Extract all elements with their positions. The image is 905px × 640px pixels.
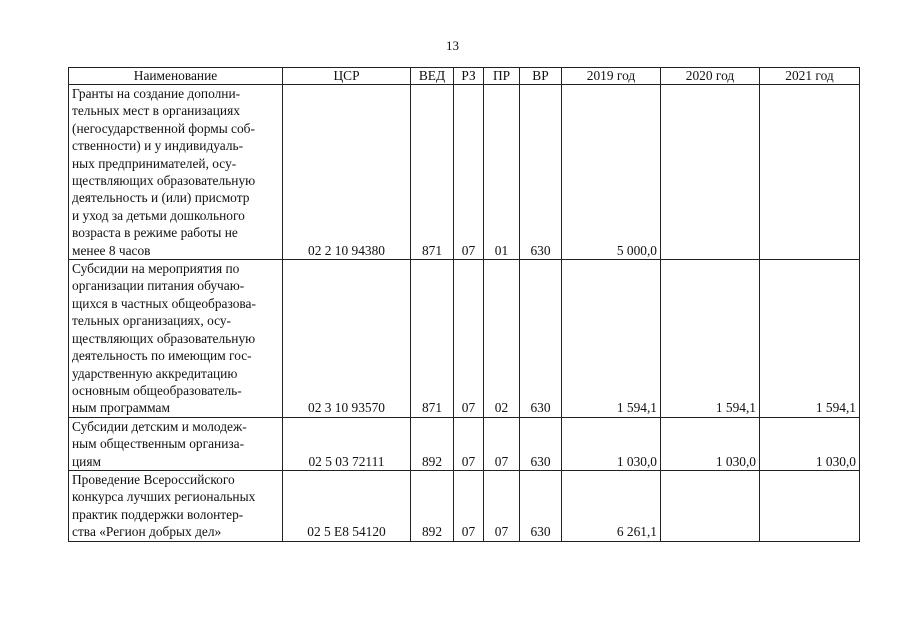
row-name-line: менее 8 часов	[72, 242, 151, 258]
row-y2019-cell: 1 594,1	[562, 260, 661, 418]
page-number: 13	[446, 38, 459, 53]
row-name-line: ществляющих образовательную	[72, 173, 256, 189]
row-name-line: практик поддержки волонтер-	[72, 506, 244, 522]
row-name-line: ществляющих образовательную	[72, 330, 256, 346]
row-y2021-cell	[760, 85, 860, 260]
row-name-line: Субсидии детским и молодеж-	[72, 418, 247, 434]
header-2019: 2019 год	[562, 68, 661, 85]
row-name-line: основным общеобразователь-	[72, 382, 242, 398]
header-ved: ВЕД	[411, 68, 454, 85]
row-name-line: циям	[72, 453, 101, 469]
header-2021: 2021 год	[760, 68, 860, 85]
row-name-line: конкурса лучших региональных	[72, 489, 256, 505]
row-y2020-cell	[661, 85, 760, 260]
row-rz-cell: 07	[454, 85, 484, 260]
row-y2020-cell: 1 030,0	[661, 417, 760, 470]
row-name-cell	[69, 85, 283, 260]
row-y2021-cell: 1 594,1	[760, 260, 860, 418]
row-name-line: щихся в частных общеобразова-	[72, 295, 256, 311]
row-pr-cell: 07	[484, 470, 520, 541]
row-name-line: ным общественным организа-	[72, 436, 245, 452]
table-row	[69, 417, 860, 470]
row-rz-cell: 07	[454, 260, 484, 418]
row-pr-cell: 07	[484, 417, 520, 470]
row-name-line: ственности) и у индивидуаль-	[72, 138, 244, 154]
row-y2021-cell	[760, 470, 860, 541]
budget-table	[68, 67, 860, 542]
row-rz-cell: 07	[454, 417, 484, 470]
row-y2021-cell: 1 030,0	[760, 417, 860, 470]
row-name-line: тельных организациях, осу-	[72, 313, 232, 329]
row-name-line: ства «Регион добрых дел»	[72, 524, 222, 540]
row-vr-cell: 630	[520, 417, 562, 470]
row-y2019-cell: 6 261,1	[562, 470, 661, 541]
row-name-line: деятельность по имеющим гос-	[72, 348, 252, 364]
row-ved-cell: 871	[411, 260, 454, 418]
row-vr-cell: 630	[520, 470, 562, 541]
header-pr: ПР	[484, 68, 520, 85]
row-name-line: Проведение Всероссийского	[72, 471, 235, 487]
row-pr-cell: 02	[484, 260, 520, 418]
header-vr: ВР	[520, 68, 562, 85]
row-ved-cell: 892	[411, 470, 454, 541]
header-rz: РЗ	[454, 68, 484, 85]
row-vr-cell: 630	[520, 260, 562, 418]
row-ved-cell: 871	[411, 85, 454, 260]
row-name-line: ударственную аккредитацию	[72, 365, 238, 381]
table-row	[69, 85, 860, 260]
row-ved-cell: 892	[411, 417, 454, 470]
row-name-line: возраста в режиме работы не	[72, 225, 238, 241]
row-name-line: (негосударственной формы соб-	[72, 120, 255, 136]
row-pr-cell: 01	[484, 85, 520, 260]
row-y2020-cell: 1 594,1	[661, 260, 760, 418]
row-csr-cell: 02 3 10 93570	[283, 260, 411, 418]
table-row	[69, 260, 860, 418]
header-csr: ЦСР	[283, 68, 411, 85]
row-name-line: организации питания обучаю-	[72, 278, 245, 294]
row-vr-cell: 630	[520, 85, 562, 260]
table-body	[69, 85, 860, 542]
row-name-line: Субсидии на мероприятия по	[72, 261, 240, 277]
row-y2019-cell: 1 030,0	[562, 417, 661, 470]
row-name-line: и уход за детьми дошкольного	[72, 207, 245, 223]
row-csr-cell: 02 2 10 94380	[283, 85, 411, 260]
row-name-line: Гранты на создание дополни-	[72, 86, 241, 101]
row-name-cell	[69, 470, 283, 541]
row-name-line: ных предпринимателей, осу-	[72, 155, 237, 171]
row-csr-cell: 02 5 03 72111	[283, 417, 411, 470]
table-row	[69, 470, 860, 541]
header-2020: 2020 год	[661, 68, 760, 85]
row-name-line: деятельность и (или) присмотр	[72, 190, 250, 206]
row-name-cell	[69, 260, 283, 418]
row-y2019-cell: 5 000,0	[562, 85, 661, 260]
row-name-cell	[69, 417, 283, 470]
header-name: Наименование	[69, 68, 283, 85]
row-rz-cell: 07	[454, 470, 484, 541]
header-row	[69, 68, 860, 85]
row-y2020-cell	[661, 470, 760, 541]
row-name-line: ным программам	[72, 400, 170, 416]
row-csr-cell: 02 5 Е8 54120	[283, 470, 411, 541]
row-name-line: тельных мест в организациях	[72, 103, 240, 119]
